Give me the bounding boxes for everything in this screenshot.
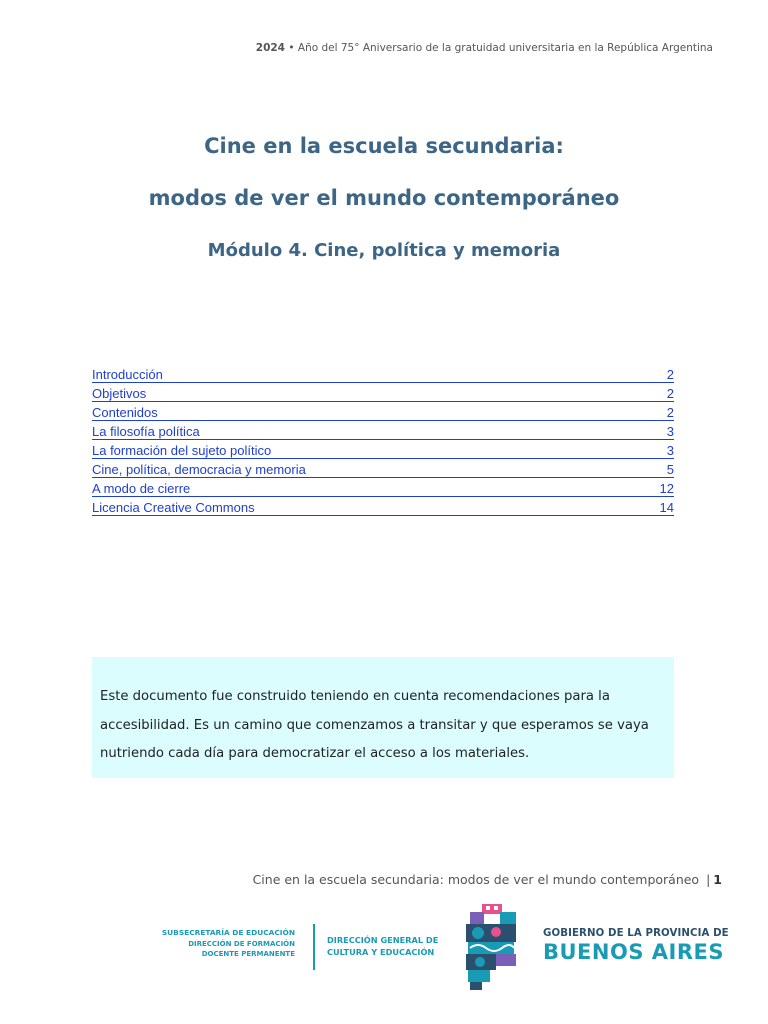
toc-link[interactable] — [92, 383, 674, 402]
gobierno-label: GOBIERNO DE LA PROVINCIA DE — [543, 928, 729, 939]
logo-divider — [313, 924, 315, 970]
toc-link-label: La formación del sujeto político — [92, 443, 272, 458]
document-title-line-2: modos de ver el mundo contemporáneo — [148, 186, 620, 210]
toc-link-page: 2 — [666, 367, 674, 382]
toc-link-label: Licencia Creative Commons — [92, 500, 255, 515]
toc-link-page: 2 — [666, 405, 674, 420]
toc-link-page: 5 — [666, 462, 674, 477]
header-text: Año del 75° Aniversario de la gratuidad universitaria en la República Argentina — [297, 42, 713, 54]
toc-link[interactable] — [92, 478, 674, 497]
header-anniversary-line — [256, 42, 713, 54]
subsecretaria-label: SUBSECRETARÍA DE EDUCACIÓN — [161, 928, 295, 937]
toc-link[interactable] — [92, 421, 674, 440]
page-number: 1 — [713, 872, 722, 887]
dgce-line-1: DIRECCIÓN GENERAL DE — [327, 935, 439, 945]
toc-link-page: 14 — [659, 500, 674, 515]
toc-link-label: A modo de cierre — [92, 481, 191, 496]
toc-link[interactable] — [92, 497, 674, 516]
footer-running-title: Cine en la escuela secundaria: modos de ver el mundo contemporáneo — [252, 872, 700, 887]
page-footer — [253, 872, 722, 887]
toc-link-label: Cine, política, democracia y memoria — [92, 462, 306, 477]
toc-link[interactable] — [92, 440, 674, 459]
toc-link-label: Objetivos — [92, 386, 147, 401]
document-title-line-1: Cine en la escuela secundaria: — [204, 134, 564, 158]
toc-link-label: Introducción — [92, 367, 163, 382]
toc-link-page: 3 — [666, 424, 674, 439]
gobierno-buenos-aires-logo — [543, 928, 729, 964]
toc-link[interactable] — [92, 364, 674, 383]
toc-link-page: 12 — [659, 481, 674, 496]
module-title: Módulo 4. Cine, política y memoria — [207, 240, 561, 261]
toc-link-label: Contenidos — [92, 405, 158, 420]
table-of-contents — [92, 364, 674, 516]
province-emblem-icon — [464, 902, 520, 992]
toc-link[interactable] — [92, 402, 674, 421]
subsecretaria-logo — [162, 928, 295, 960]
header-bullet: • — [288, 42, 295, 54]
toc-link-page: 2 — [666, 386, 674, 401]
toc-link-page: 3 — [666, 443, 674, 458]
accessibility-note: Este documento fue construido teniendo en cuenta recomendaciones para la accesibilidad. Es un camino que comenzamos a transitar y que esperamos se vaya nutriendo cada día para democratizar el acceso a los materiales. — [92, 657, 674, 778]
header-year: 2024 — [255, 42, 285, 54]
toc-link[interactable] — [92, 459, 674, 478]
toc-link-label: La filosofía política — [92, 424, 200, 439]
footer-separator: | — [706, 872, 711, 887]
dgce-logo — [327, 935, 438, 958]
buenos-aires-label: BUENOS AIRES — [543, 940, 724, 964]
dgce-line-2: CULTURA Y EDUCACIÓN — [327, 946, 435, 957]
direccion-formacion-line-1: DIRECCIÓN DE FORMACIÓN — [188, 939, 295, 948]
direccion-formacion-line-2: DOCENTE PERMANENTE — [201, 950, 295, 958]
